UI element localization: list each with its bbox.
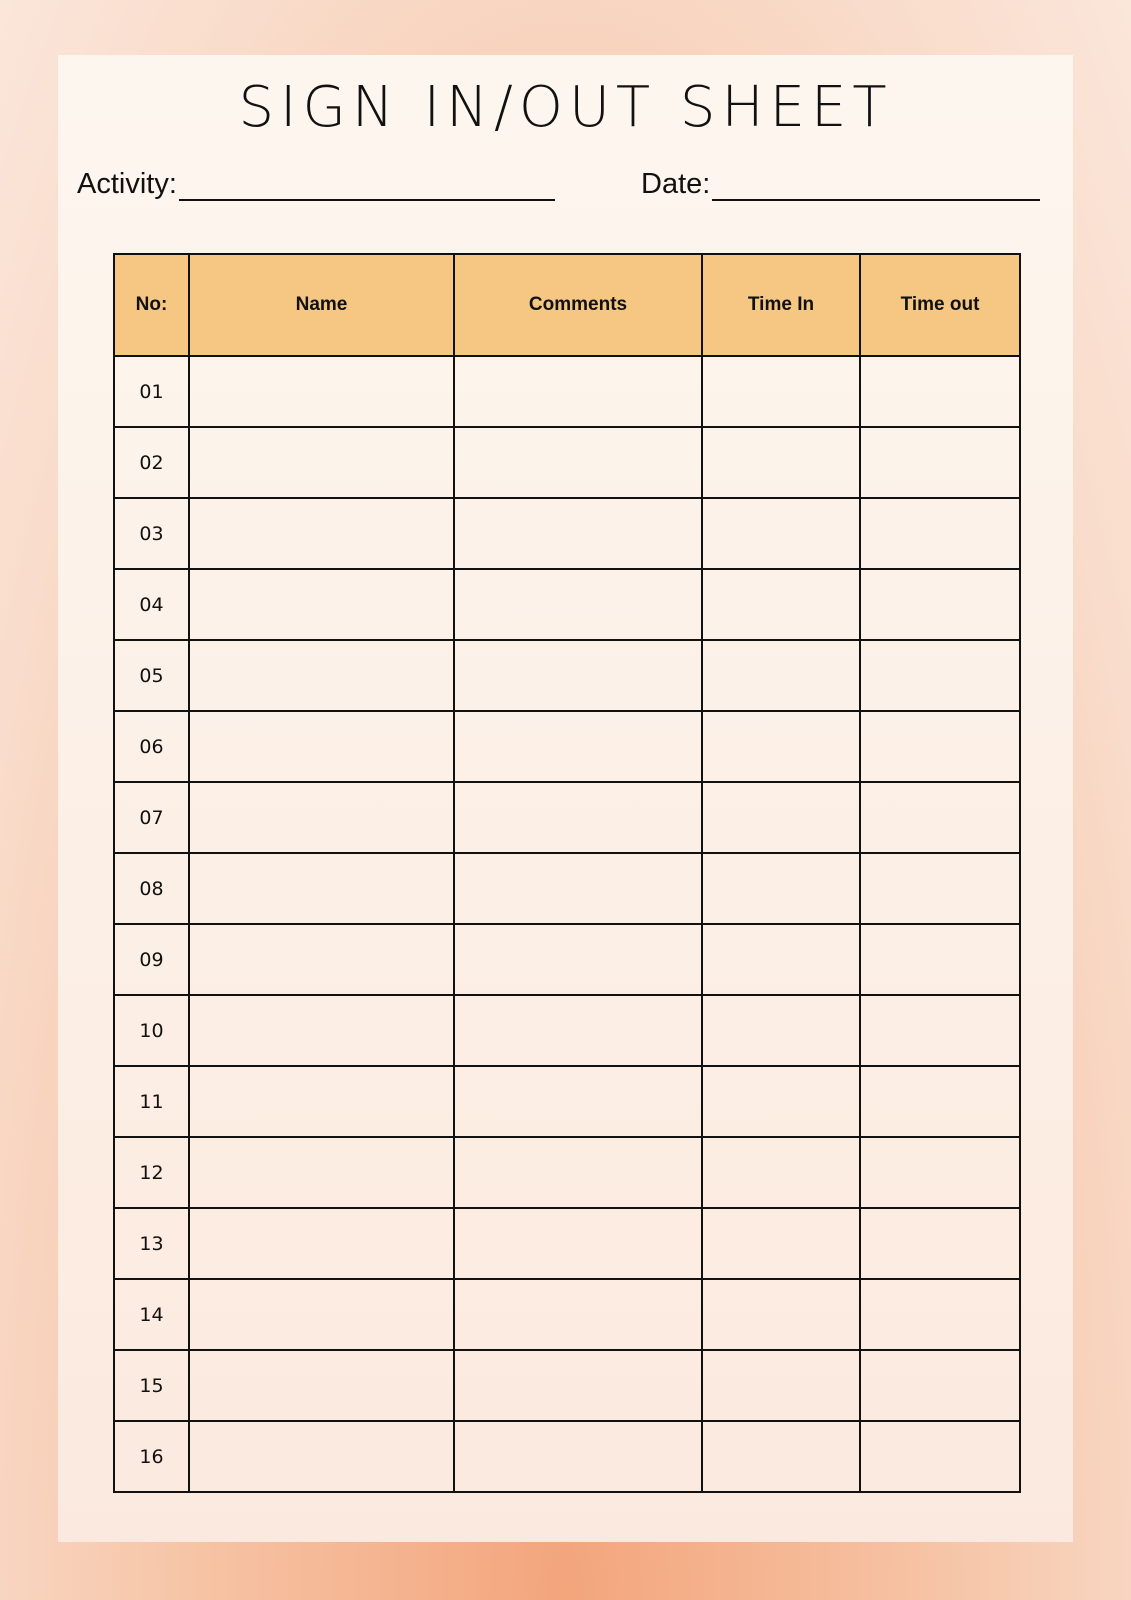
name-cell[interactable]	[189, 1421, 454, 1492]
time-out-cell[interactable]	[860, 1350, 1020, 1421]
time-in-cell[interactable]	[702, 640, 860, 711]
table-header-row	[114, 254, 1020, 356]
time-out-cell[interactable]	[860, 1279, 1020, 1350]
row-number: 14	[114, 1279, 189, 1350]
comments-cell[interactable]	[454, 1350, 702, 1421]
time-in-cell[interactable]	[702, 782, 860, 853]
table-row	[114, 1350, 1020, 1421]
time-in-cell[interactable]	[702, 1279, 860, 1350]
time-out-cell[interactable]	[860, 1137, 1020, 1208]
time-in-cell[interactable]	[702, 427, 860, 498]
comments-cell[interactable]	[454, 498, 702, 569]
row-number: 08	[114, 853, 189, 924]
comments-cell[interactable]	[454, 995, 702, 1066]
table-row	[114, 1279, 1020, 1350]
name-cell[interactable]	[189, 782, 454, 853]
comments-cell[interactable]	[454, 853, 702, 924]
comments-cell[interactable]	[454, 1137, 702, 1208]
table-row	[114, 995, 1020, 1066]
time-out-cell[interactable]	[860, 569, 1020, 640]
page-title: SIGN IN/OUT SHEET	[238, 75, 893, 140]
time-out-cell[interactable]	[860, 427, 1020, 498]
time-in-cell[interactable]	[702, 569, 860, 640]
time-out-cell[interactable]	[860, 1421, 1020, 1492]
table-row	[114, 853, 1020, 924]
activity-line[interactable]	[179, 167, 555, 201]
time-in-cell[interactable]	[702, 853, 860, 924]
comments-cell[interactable]	[454, 782, 702, 853]
header-comments: Comments	[454, 254, 702, 356]
table-row	[114, 498, 1020, 569]
time-in-cell[interactable]	[702, 1350, 860, 1421]
time-in-cell[interactable]	[702, 711, 860, 782]
row-number: 11	[114, 1066, 189, 1137]
table-row	[114, 1208, 1020, 1279]
table-row	[114, 569, 1020, 640]
name-cell[interactable]	[189, 1137, 454, 1208]
row-number: 04	[114, 569, 189, 640]
name-cell[interactable]	[189, 1279, 454, 1350]
row-number: 12	[114, 1137, 189, 1208]
time-out-cell[interactable]	[860, 1066, 1020, 1137]
name-cell[interactable]	[189, 1350, 454, 1421]
time-out-cell[interactable]	[860, 640, 1020, 711]
name-cell[interactable]	[189, 498, 454, 569]
comments-cell[interactable]	[454, 427, 702, 498]
time-out-cell[interactable]	[860, 995, 1020, 1066]
row-number: 13	[114, 1208, 189, 1279]
header-time-in: Time In	[702, 254, 860, 356]
table-row	[114, 1066, 1020, 1137]
comments-cell[interactable]	[454, 711, 702, 782]
activity-field	[77, 167, 555, 201]
comments-cell[interactable]	[454, 1279, 702, 1350]
activity-label: Activity:	[77, 168, 177, 200]
name-cell[interactable]	[189, 1208, 454, 1279]
time-in-cell[interactable]	[702, 498, 860, 569]
name-cell[interactable]	[189, 569, 454, 640]
table-row	[114, 711, 1020, 782]
time-out-cell[interactable]	[860, 711, 1020, 782]
row-number: 06	[114, 711, 189, 782]
row-number: 16	[114, 1421, 189, 1492]
table-row	[114, 782, 1020, 853]
name-cell[interactable]	[189, 924, 454, 995]
header-time-out: Time out	[860, 254, 1020, 356]
row-number: 02	[114, 427, 189, 498]
table-row	[114, 427, 1020, 498]
date-label: Date:	[641, 168, 711, 200]
table-row	[114, 1137, 1020, 1208]
comments-cell[interactable]	[454, 1208, 702, 1279]
time-in-cell[interactable]	[702, 924, 860, 995]
name-cell[interactable]	[189, 427, 454, 498]
time-out-cell[interactable]	[860, 782, 1020, 853]
name-cell[interactable]	[189, 356, 454, 427]
name-cell[interactable]	[189, 995, 454, 1066]
time-in-cell[interactable]	[702, 356, 860, 427]
row-number: 07	[114, 782, 189, 853]
time-in-cell[interactable]	[702, 1208, 860, 1279]
time-out-cell[interactable]	[860, 498, 1020, 569]
row-number: 09	[114, 924, 189, 995]
time-out-cell[interactable]	[860, 853, 1020, 924]
comments-cell[interactable]	[454, 569, 702, 640]
row-number: 10	[114, 995, 189, 1066]
time-in-cell[interactable]	[702, 1066, 860, 1137]
header-no: No:	[114, 254, 189, 356]
time-in-cell[interactable]	[702, 995, 860, 1066]
comments-cell[interactable]	[454, 1421, 702, 1492]
name-cell[interactable]	[189, 1066, 454, 1137]
row-number: 03	[114, 498, 189, 569]
date-field	[641, 167, 1040, 201]
name-cell[interactable]	[189, 711, 454, 782]
sign-sheet	[58, 55, 1073, 1542]
time-out-cell[interactable]	[860, 356, 1020, 427]
sign-in-table	[113, 253, 1021, 1493]
comments-cell[interactable]	[454, 924, 702, 995]
row-number: 01	[114, 356, 189, 427]
time-in-cell[interactable]	[702, 1421, 860, 1492]
time-out-cell[interactable]	[860, 1208, 1020, 1279]
time-in-cell[interactable]	[702, 1137, 860, 1208]
comments-cell[interactable]	[454, 1066, 702, 1137]
comments-cell[interactable]	[454, 356, 702, 427]
table-row	[114, 1421, 1020, 1492]
header-name: Name	[189, 254, 454, 356]
time-out-cell[interactable]	[860, 924, 1020, 995]
name-cell[interactable]	[189, 640, 454, 711]
row-number: 05	[114, 640, 189, 711]
table-row	[114, 924, 1020, 995]
comments-cell[interactable]	[454, 640, 702, 711]
row-number: 15	[114, 1350, 189, 1421]
name-cell[interactable]	[189, 853, 454, 924]
date-line[interactable]	[712, 167, 1040, 201]
table-row	[114, 356, 1020, 427]
table-row	[114, 640, 1020, 711]
